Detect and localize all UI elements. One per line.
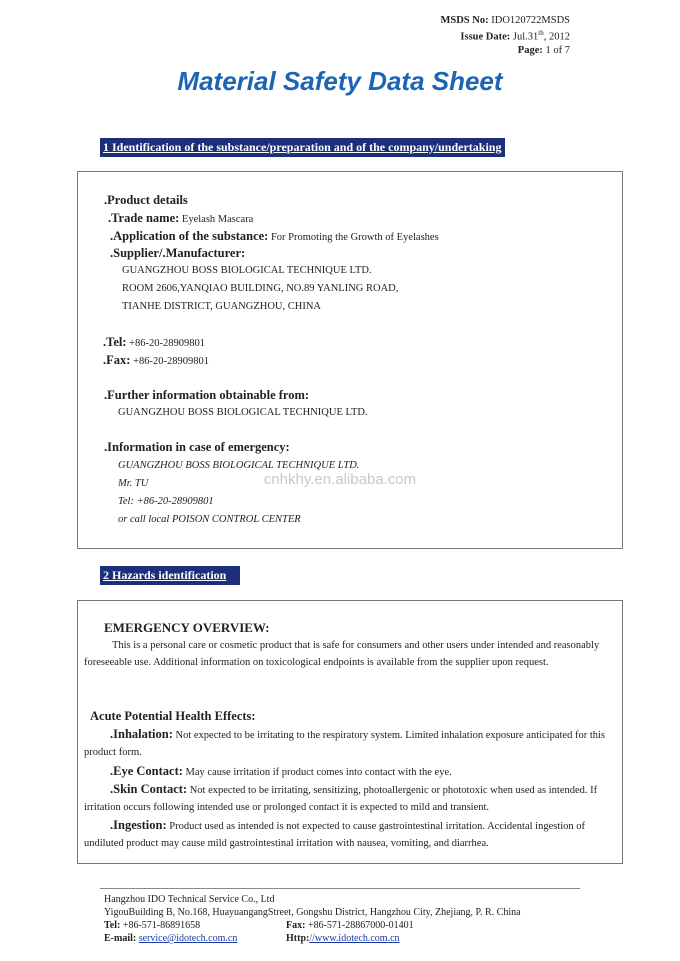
application: .Application of the substance: For Promoting the Growth of Eyelashes xyxy=(110,229,439,243)
page-number: Page: 1 of 7 xyxy=(517,44,570,56)
emergency-label: .Information in case of emergency: xyxy=(104,440,290,454)
trade-name: .Trade name: Eyelash Mascara xyxy=(108,211,254,225)
product-details-label: .Product details xyxy=(104,193,188,207)
footer-email: E-mail: service@idotech.com.cn xyxy=(104,933,238,944)
tel: .Tel: +86-20-28909801 xyxy=(103,335,206,349)
footer-divider xyxy=(100,888,580,889)
skin-contact: .Skin Contact: Not expected to be irritating, sensitizing, photoallergenic or phototoxic when used as intended. If irritation occurs following intended use or prolonged contact it is expected to mild and transient. xyxy=(84,782,598,813)
email-link[interactable]: service@idotech.com.cn xyxy=(138,933,238,944)
supplier-label: .Supplier/.Manufacturer: xyxy=(110,246,246,260)
footer-http: Http://www.idotech.com.cn xyxy=(286,933,400,944)
issue-date: Issue Date: Jul.31th, 2012 xyxy=(460,29,570,43)
footer-tel: Tel: +86-571-86891658 xyxy=(104,920,201,931)
emergency-line: GUANGZHOU BOSS BIOLOGICAL TECHNIQUE LTD. xyxy=(118,460,360,471)
emergency-line: or call local POISON CONTROL CENTER xyxy=(118,514,301,525)
emergency-overview-label: EMERGENCY OVERVIEW: xyxy=(104,620,270,635)
section-1-heading: 1 Identification of the substance/preparation and of the company/undertaking xyxy=(100,138,505,157)
supplier-line: GUANGZHOU BOSS BIOLOGICAL TECHNIQUE LTD. xyxy=(122,265,372,276)
inhalation: .Inhalation: Not expected to be irritating to the respiratory system. Limited inhalation exposure anticipated for this product form. xyxy=(84,727,606,758)
footer-company: Hangzhou IDO Technical Service Co., Ltd xyxy=(104,894,275,905)
section-2-heading: 2 Hazards identification xyxy=(100,566,240,585)
msds-number: MSDS No: IDO120722MSDS xyxy=(440,15,570,26)
emergency-line: Mr. TU xyxy=(118,478,149,489)
document-header xyxy=(440,14,570,57)
emergency-line: Tel: +86-20-28909801 xyxy=(118,496,214,507)
ingestion: .Ingestion: Product used as intended is not expected to cause gastrointestinal irritation. Accidental ingestion of undiluted product may cause mild gastrointestinal irritation with nausea, vomiting, and diarrhea. xyxy=(84,818,586,849)
footer-fax: Fax: +86-571-28867000-01401 xyxy=(286,920,414,931)
watermark: cnhkhy.en.alibaba.com xyxy=(263,471,417,488)
supplier-line: TIANHE DISTRICT, GUANGZHOU, CHINA xyxy=(122,301,321,312)
footer-address: YigouBuilding B, No.168, HuayuangangStreet, Gongshu District, Hangzhou City, Zhejiang, P. R. China xyxy=(104,907,521,918)
fax: .Fax: +86-20-28909801 xyxy=(103,353,209,367)
supplier-line: ROOM 2606,YANQIAO BUILDING, NO.89 YANLING ROAD, xyxy=(122,283,399,294)
acute-effects-label: Acute Potential Health Effects: xyxy=(90,709,256,723)
further-info-label: .Further information obtainable from: xyxy=(104,388,310,402)
eye-contact: .Eye Contact: May cause irritation if product comes into contact with the eye. xyxy=(110,764,452,778)
website-link[interactable]: //www.idotech.com.cn xyxy=(309,933,400,944)
further-info-value: GUANGZHOU BOSS BIOLOGICAL TECHNIQUE LTD. xyxy=(118,407,368,418)
emergency-overview-text: This is a personal care or cosmetic product that is safe for consumers and other users under intended and reasonably foreseeable use. Additional information on toxicological endpoints is available from the supplier upon request. xyxy=(84,640,600,668)
document-title: Material Safety Data Sheet xyxy=(177,66,503,96)
